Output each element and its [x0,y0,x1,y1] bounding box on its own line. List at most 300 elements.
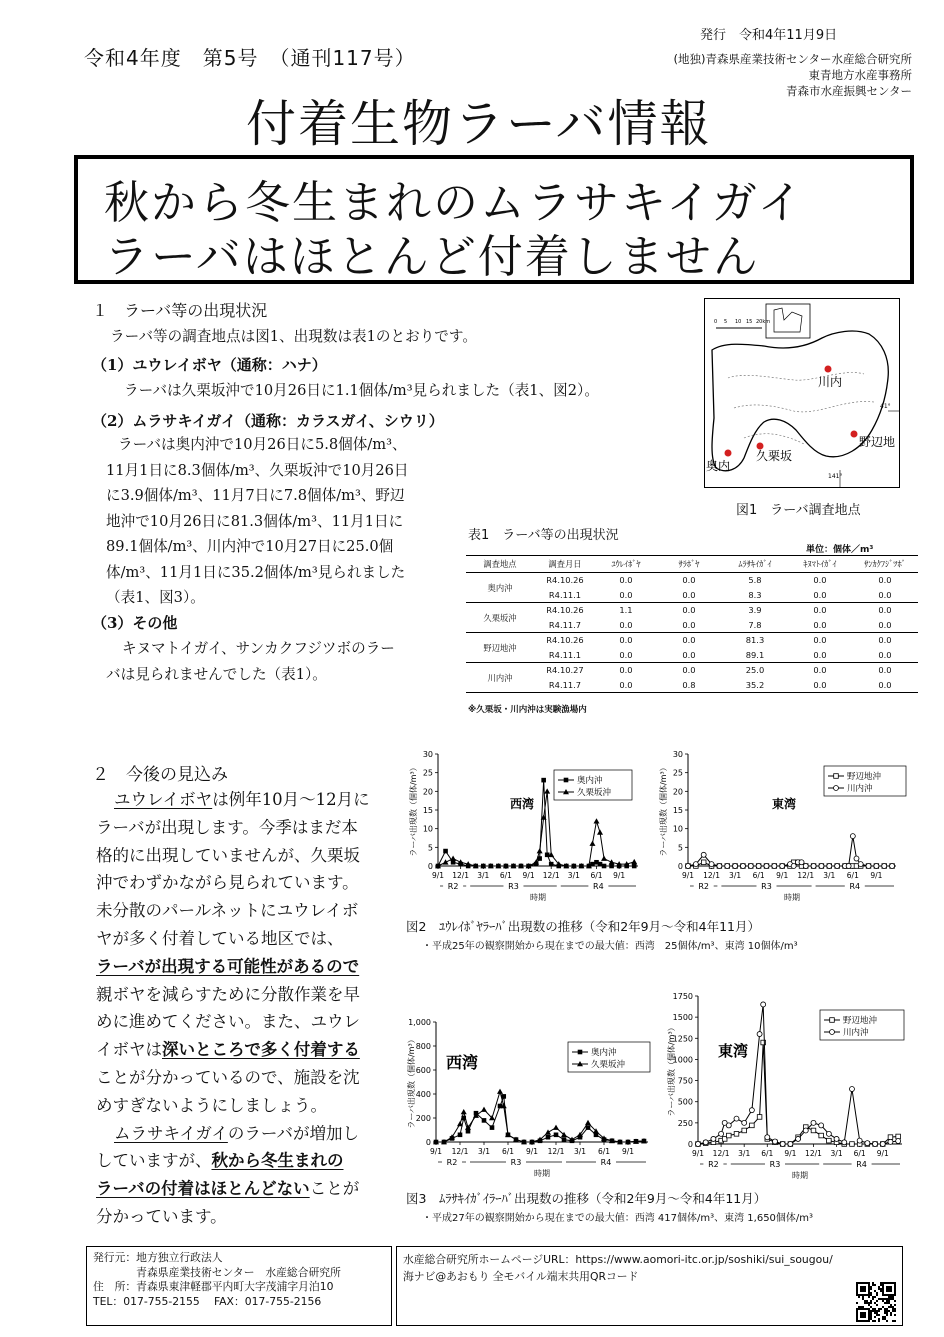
value-cell: 25.0 [722,663,788,678]
data-point [780,864,785,869]
value-cell: 0.0 [682,649,696,660]
data-point [761,1002,766,1007]
station-marker-kawauchi [825,366,832,373]
y-tick-label: 600 [415,1066,431,1075]
y-tick-label: 25 [422,768,433,778]
value-cell: 0.0 [619,619,633,630]
data-point [590,862,595,867]
data-point [896,1134,901,1139]
x-tick-label: 12/1 [797,871,815,880]
y-tick-label: 1000 [672,1055,693,1065]
data-point [803,1128,808,1133]
x-tick-label: 9/1 [776,871,789,880]
data-point [849,1087,854,1092]
data-point [717,864,722,869]
value-cell: 0.0 [596,678,656,693]
value-cell: 8.3 [748,589,762,600]
x-tick-label: 9/1 [621,1147,635,1156]
value-cell: 0.0 [788,663,852,678]
x-tick-label: 12/1 [452,871,470,880]
fig3-west-chart [402,1008,660,1184]
y-tick-label: 15 [672,806,683,815]
data-point [788,1142,793,1147]
x-tick-label: 3/1 [729,871,742,880]
section2-body [96,786,396,1231]
body-text: めすぎないようにしましょう。 [96,1095,327,1115]
data-point [874,864,879,869]
x-tick-label: 3/1 [477,1147,491,1156]
data-point [734,1132,739,1137]
x-tick-label: 9/1 [876,1149,889,1158]
x-axis-label: 時期 [784,893,800,902]
section2-line [96,1036,396,1064]
data-point [834,774,839,779]
period-label: R4 [849,882,861,891]
y-tick-label: 20 [422,787,433,797]
value-cell: 0.0 [878,589,892,600]
x-tick-label: 9/1 [870,871,883,880]
y-tick-label: 1,000 [408,1018,431,1027]
y-tick-label: 400 [415,1090,431,1099]
y-axis-label: ラーバ出現数（個体/m³） [659,763,668,857]
x-tick-label: 9/1 [431,871,445,880]
data-point [850,834,855,839]
data-point [734,1116,739,1121]
data-point [578,1050,583,1055]
scale-10: 10 [735,319,742,325]
table-row [466,618,918,633]
table-row [466,663,918,678]
sub3-text [106,636,395,687]
body-text: 分かっています。 [96,1206,227,1226]
value-cell: 89.1 [745,649,765,660]
period-label: R2 [447,882,459,891]
value-cell: 0.0 [619,649,633,660]
data-point [482,1118,487,1123]
section2-line [96,981,396,1009]
value-cell: 0.0 [682,619,696,630]
col-header: ﾑﾗｻｷｲｶﾞｲ [722,556,788,573]
legend-label: 川内沖 [843,1028,869,1038]
emphasis-text: 深いところで多く付着する [162,1040,360,1060]
value-cell: 0.0 [682,589,696,600]
date-cell: R4.10.26 [534,633,596,648]
data-point [609,859,615,864]
y-tick-label: 500 [677,1097,693,1107]
data-point [750,1123,755,1128]
emphasis-text: ユウレイボヤ [114,790,213,809]
sub2-line: 地沖で10月26日に81.3個体/m³、11月1日に [106,512,404,530]
issue-date: 発行 令和4年11月9日 [700,28,838,43]
section2-line [96,1147,396,1175]
value-cell: 0.0 [813,649,827,660]
data-point [544,788,550,793]
fig2-east-chart [654,742,912,902]
data-point [585,1120,591,1125]
period-label: R3 [508,882,519,891]
value-cell: 0.0 [813,589,827,600]
x-tick-label: 9/1 [691,1149,705,1158]
period-label: R2 [446,1158,458,1167]
value-cell: 0.0 [656,573,722,588]
col-header: ｷﾇﾏﾄｲｶﾞｲ [788,556,852,573]
data-point [601,856,607,861]
sub2-line: （表1、図3）。 [106,589,205,606]
data-point [757,1115,762,1120]
site-cell: 久栗坂沖 [466,603,534,633]
y-tick-label: 15 [422,806,433,815]
data-point [827,1138,832,1143]
body-text: 親ボヤを減らすために分散作業を早 [96,984,360,1004]
col-header: 調査地点 [466,556,534,573]
fig3-caption: 図3 ﾑﾗｻｷｲｶﾞｲﾗｰﾊﾞ出現数の推移（令和2年9月～令和4年11月） [406,1191,767,1206]
y-tick-label: 1750 [672,992,693,1001]
scale-15: 15 [746,319,753,325]
region-label: 西湾 [510,797,535,811]
issuer-3: 青森市水産振興センター [785,84,912,98]
fig3-east-chart [660,984,912,1184]
headline-line-2: ラーバはほとんど付着しません [104,230,760,283]
value-cell: 0.0 [788,573,852,588]
body-text: 格的に出現していませんが、久栗坂 [96,845,360,865]
legend-label: 奥内沖 [577,776,603,786]
data-point [733,864,738,869]
site-cell: 川内沖 [466,663,534,693]
value-cell: 5.8 [722,573,788,588]
body-text: ことが [309,1179,360,1199]
y-tick-label: 30 [422,750,433,759]
value-cell: 0.8 [656,678,722,693]
value-cell: 35.2 [722,678,788,693]
x-tick-label: 12/1 [542,871,560,880]
homepage-url[interactable]: 水産総合研究所ホームページURL：https://www.aomori-itc.or.jp/soshiki/sui_sougou/ [403,1253,833,1266]
period-label: R4 [856,1160,867,1169]
data-point [819,1123,824,1128]
data-point [850,1142,855,1147]
table-row [466,678,918,693]
data-point [811,1128,816,1133]
lat-label: 41° [880,403,891,410]
data-point [819,1133,824,1138]
series-line [436,1092,644,1142]
x-tick-label: 6/1 [590,871,603,880]
y-tick-label: 800 [415,1042,431,1051]
value-cell: 7.8 [748,619,762,630]
y-tick-label: 0 [687,1140,693,1149]
sub3-line: キヌマトイガイ、サンカクフジツボのラー [122,640,395,657]
value-cell: 0.0 [878,619,892,630]
x-tick-label: 6/1 [752,871,765,880]
data-point [858,862,863,867]
emphasis-text: 秋から冬生まれの [211,1151,344,1171]
table-unit: 単位：個体／m³ [806,545,874,555]
issue-number: 令和4年度 第5号 （通刊117号） [84,46,416,70]
body-text: ラーバが出現します。今季はまだ本 [96,817,358,837]
survey-map [704,298,900,488]
x-tick-label: 9/1 [525,1147,539,1156]
date-cell: R4.10.26 [534,573,596,588]
sub1-title: （1）ユウレイボヤ（通称：ハナ） [92,356,327,374]
data-point [857,1138,862,1143]
x-tick-label: 9/1 [429,1147,443,1156]
x-axis-label: 時期 [530,893,546,902]
data-point [742,1128,747,1133]
section2-line [96,925,396,953]
value-cell: 0.0 [788,678,852,693]
x-tick-label: 9/1 [522,871,535,880]
x-tick-label: 6/1 [597,1147,611,1156]
value-cell: 0.0 [656,603,722,618]
data-point [562,1137,567,1142]
scale-5: 5 [724,319,728,325]
data-point [726,1123,731,1128]
data-point [701,860,706,865]
sub2-line: に3.9個体/m³、11月7日に7.8個体/m³、野辺 [106,487,405,504]
fig3-note: ・平成27年の観察開始から現在までの最大値：西湾 417個体/m³、東湾 1,650個体/m³ [422,1213,814,1224]
data-point [791,864,796,869]
data-point [796,1136,801,1141]
series-line [438,791,634,866]
value-cell: 81.3 [722,633,788,648]
data-point [541,778,546,783]
data-point [865,1141,870,1146]
data-point [696,1142,701,1147]
section1-intro: ラーバ等の調査地点は図1、出現数は表1のとおりです。 [110,328,477,345]
data-point [726,1133,731,1138]
larvae-table [466,555,918,693]
station-marker-noheji [851,431,858,438]
x-tick-label: 3/1 [738,1149,751,1158]
x-tick-label: 9/1 [784,1149,797,1158]
data-point [757,1032,762,1037]
section2-line [96,953,396,981]
x-tick-label: 6/1 [501,1147,515,1156]
body-text: していますが、 [96,1151,212,1171]
data-point [553,1125,559,1130]
data-point [765,1135,770,1140]
station-marker-okunai [725,450,732,457]
col-header: ｻﾝｶｸﾌｼﾞﾂﾎﾞ [852,556,918,573]
data-point [549,862,554,867]
value-cell: 1.1 [596,603,656,618]
value-cell: 0.0 [852,633,918,648]
table-row [466,603,918,618]
value-cell: 0.0 [596,633,656,648]
y-tick-label: 10 [672,824,683,834]
body-text: めに進めてください。また、ユウレ [96,1012,360,1032]
station-label-kuriyazaka: 久栗坂 [756,449,793,463]
data-point [564,778,569,783]
y-tick-label: 750 [677,1076,693,1086]
section2-line [96,1203,396,1231]
value-cell: 0.0 [852,678,918,693]
value-cell: 0.0 [788,633,852,648]
data-point [597,829,603,834]
footer-publisher [86,1246,392,1326]
x-tick-label: 9/1 [681,871,695,880]
sub3-title: （3）その他 [92,614,178,632]
date-cell: R4.10.26 [534,603,596,618]
data-point [854,856,859,861]
body-text: のラーバが増加し [227,1123,360,1143]
fig2-west-chart [402,742,652,902]
data-point [811,1120,816,1125]
qr-caption: 海ナビ@あおもり 全モバイル端末共用QRコード [403,1270,639,1283]
x-tick-label: 3/1 [830,1149,843,1158]
data-point [873,1142,878,1147]
y-tick-label: 5 [427,843,433,853]
y-tick-label: 200 [415,1114,431,1123]
data-point [827,864,832,869]
sub2-line: ラーバは奥内沖で10月26日に5.8個体/m³、 [118,436,407,453]
x-tick-label: 12/1 [703,871,720,880]
y-tick-label: 5 [677,843,683,853]
footer-links [396,1246,903,1326]
body-text: は例年10月～12月に [212,790,370,809]
x-tick-label: 12/1 [547,1147,565,1156]
y-tick-label: 0 [425,1138,431,1147]
sub2-title: （2）ムラサキイガイ（通称：カラスガイ、シウリ） [92,412,444,430]
data-point [756,864,761,869]
section2-line [96,814,396,842]
data-point [772,864,777,869]
data-point [443,859,449,864]
legend-label: 奥内沖 [591,1048,617,1058]
value-cell: 0.0 [656,663,722,678]
section1-heading: １ ラーバ等の出現状況 [92,301,268,320]
x-tick-label: 3/1 [567,871,580,880]
body-text: 未分散のパールネットにユウレイボ [96,901,359,921]
data-point [846,864,851,869]
y-axis-label: ラーバ出現数（個体/m³） [409,763,418,857]
data-point [772,1139,777,1144]
date-cell: R4.11.7 [548,619,582,630]
emphasis-text: ムラサキイガイ [114,1123,228,1143]
col-header: ｻﾗﾎﾞﾔ [656,556,722,573]
y-tick-label: 0 [427,862,433,871]
data-point [589,841,595,846]
x-axis-label: 時期 [534,1169,550,1178]
x-tick-label: 12/1 [451,1147,469,1156]
region-label: 西湾 [446,1053,479,1072]
y-axis-label: ラーバ出現数（個体/m³） [407,1035,416,1129]
data-point [631,859,637,864]
data-point [458,1133,463,1138]
publisher-line: 発行元：地方独立行政法人 [93,1251,223,1264]
sub2-line: 体/m³、11月1日に35.2個体/m³見られました [106,563,406,581]
address-line: 住 所：青森県東津軽郡平内町大字茂浦字月泊10 [93,1280,334,1293]
data-point [830,1030,835,1035]
data-point [830,1018,835,1023]
value-cell: 0.0 [852,603,918,618]
table-row [466,648,918,663]
fig2-note: ・平成25年の観察開始から現在までの最大値：西湾 25個体/m³、東湾 10個体/m³ [422,941,798,952]
data-point [888,1139,893,1144]
y-tick-label: 250 [677,1118,693,1128]
sub2-text [106,432,409,611]
legend-label: 野辺地沖 [847,772,882,782]
table-caption: 表1 ラーバ等の出現状況 [468,528,619,543]
data-point [866,864,871,869]
emphasis-text: ラーバの付着はほとんどない [96,1179,310,1199]
data-point [811,864,816,869]
data-point [896,1139,901,1144]
table-row [466,633,918,648]
value-cell: 0.0 [596,663,656,678]
section2-line [96,1064,396,1092]
y-tick-label: 20 [672,787,683,797]
data-point [742,1120,747,1125]
value-cell: 0.0 [852,663,918,678]
sub1-text: ラーバは久栗坂沖で10月26日に1.1個体/m³見られました（表1、図2）。 [124,382,599,399]
period-label: R4 [600,1158,612,1167]
x-tick-label: 12/1 [712,1149,730,1158]
data-point [461,1109,467,1114]
y-tick-label: 10 [422,824,433,834]
headline-line-1: 秋から冬生まれのムラサキイガイ [104,176,805,229]
value-cell: 0.0 [656,633,722,648]
section2-heading: ２ 今後の見込み [92,765,228,785]
station-label-kawauchi: 川内 [818,375,843,389]
data-point [888,1135,893,1140]
table-row [466,573,918,588]
x-tick-label: 3/1 [573,1147,587,1156]
x-axis-label: 時期 [792,1171,808,1180]
legend-label: 川内沖 [847,784,873,794]
body-text: ヤが多く付着している地区では、 [96,928,344,948]
section2-line [96,1008,396,1036]
station-label-noheji: 野辺地 [859,435,896,449]
y-tick-label: 0 [677,862,683,871]
section2-line [96,869,396,897]
period-label: R3 [769,1160,781,1169]
y-tick-label: 1500 [672,1013,693,1023]
col-header: 調査月日 [534,556,596,573]
data-point [725,864,730,869]
data-point [598,862,603,867]
body-text: イボヤは [96,1040,162,1060]
data-point [686,864,691,869]
data-point [780,1142,785,1147]
table-row [466,588,918,603]
data-point [546,1135,551,1140]
value-cell: 0.0 [619,589,633,600]
period-label: R3 [510,1158,522,1167]
body-text: 沖でわずかながら見られています。 [96,873,359,893]
data-point [764,864,769,869]
data-point [709,862,714,867]
lon-label: 141° [828,473,843,480]
period-label: R2 [708,1160,719,1169]
qr-code-icon[interactable] [856,1282,896,1322]
table-header-row [466,556,918,573]
col-header: ﾕｳﾚｲﾎﾞﾔ [596,556,656,573]
legend-label: 野辺地沖 [843,1016,878,1026]
data-point [593,818,599,823]
value-cell: 3.9 [722,603,788,618]
legend-label: 久栗坂沖 [591,1060,626,1070]
data-point [481,1107,487,1112]
x-tick-label: 6/1 [499,871,512,880]
series-line [436,1096,644,1142]
data-point [842,1140,847,1145]
scale-20km: 20km [756,319,771,325]
date-cell: R4.11.7 [534,678,596,693]
x-tick-label: 9/1 [613,871,626,880]
data-point [826,1131,831,1136]
section2-line [96,1175,396,1203]
period-label: R4 [593,882,604,891]
